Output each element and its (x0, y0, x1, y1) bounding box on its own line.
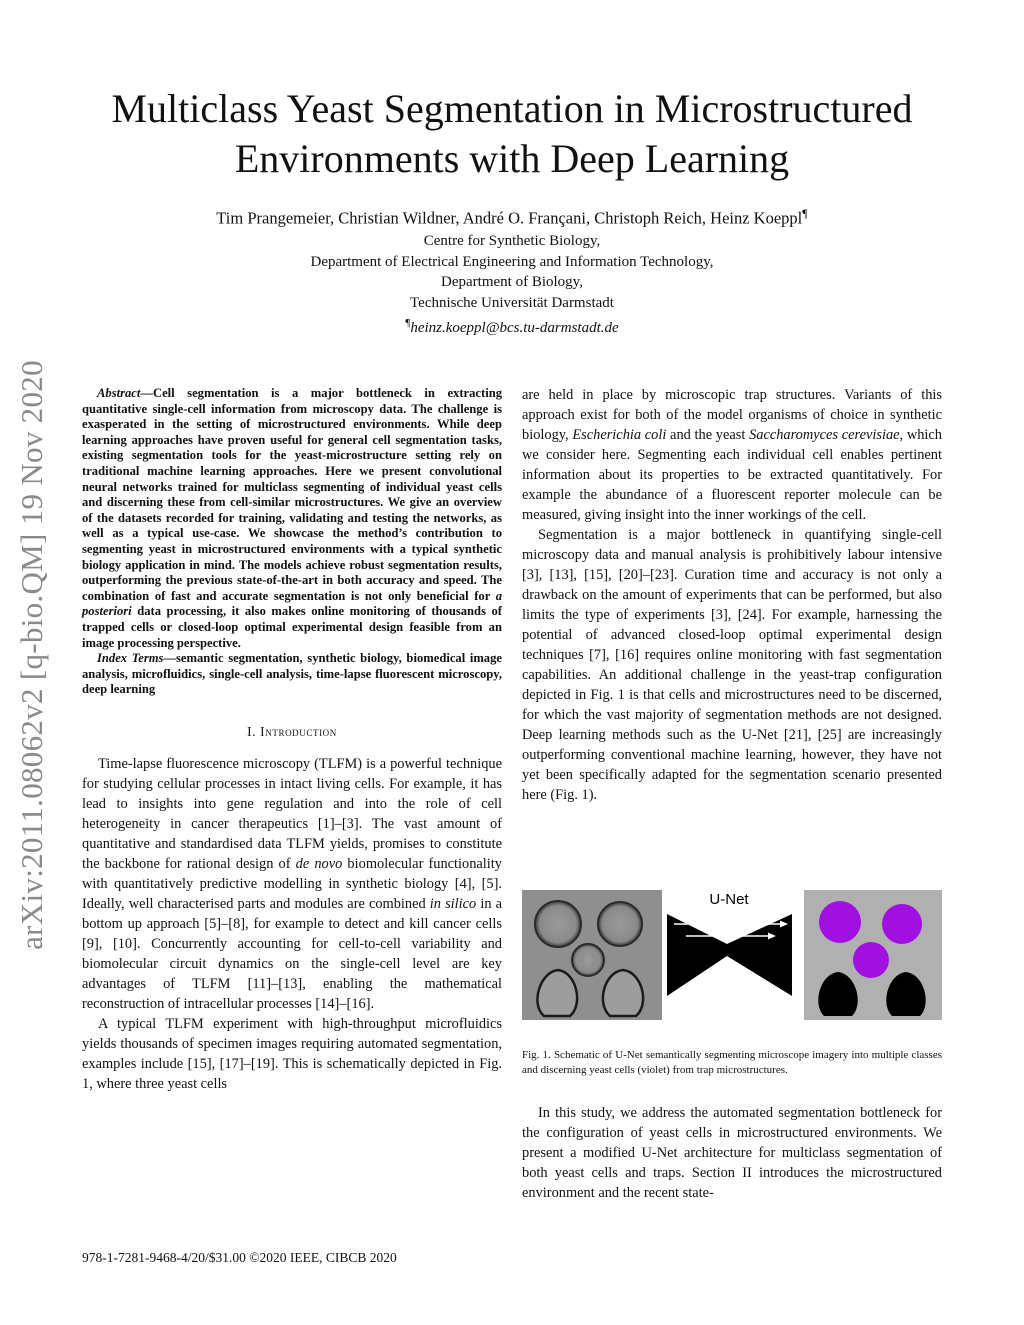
index-terms-label: Index Terms (97, 651, 164, 666)
abstract-dash: — (140, 386, 153, 400)
index-terms (82, 651, 502, 698)
right-column-lower (522, 1103, 942, 1203)
right-p1-text-a: are held in place by microscopic trap structures. Variants of this approach exist for both of the model organisms of choice in synthetic biology, (522, 387, 942, 443)
affiliation-line-4: Technische Universität Darmstadt (410, 294, 614, 311)
affiliation-block (80, 231, 944, 339)
right-paragraph-2: Segmentation is a major bottleneck in quantifying single-cell microscopy data and manual analysis is prohibitively labour intensive [3], [13], [15], [20]–[23]. Curation time and accuracy is not only a drawback on the amount of experiments that can be performed, but also limits the type of experiments [3], [24]. For example, harnessing the potential of advanced closed-loop optimal experimental design techniques [7], [16] requires online monitoring with fast segmentation capabilities. An additional challenge in the yeast-trap configuration depicted in Fig. 1 is that cells and microstructures need to be discerned, for which the vast majority of segmentation methods are not designed. Deep learning methods such as the U-Net [21], [25] are increasingly outperforming conventional machine learning, however, they have not yet been specifically adapted for the segmentation scenario presented here (Fig. 1). (522, 527, 942, 803)
right-column (522, 385, 942, 805)
left-column (82, 386, 502, 1094)
intro-p1-emph-in-silico: in silico (429, 895, 477, 912)
email-text: heinz.koeppl@bcs.tu-darmstadt.de (410, 320, 619, 336)
title-line-1: Multiclass Yeast Segmentation in Microstructured (111, 86, 913, 131)
abstract (82, 386, 502, 651)
microscopy-image (522, 890, 662, 1020)
section-title: Introduction (260, 723, 337, 739)
footer-copyright: 978-1-7281-9468-4/20/$31.00 ©2020 IEEE, CIBCB 2020 (82, 1250, 397, 1265)
section-heading-introduction (82, 724, 502, 740)
unet-diagram (667, 891, 792, 996)
contact-email[interactable] (80, 313, 944, 339)
micro-trap (603, 970, 643, 1016)
figure-unet-schematic (522, 886, 942, 1026)
segmentation-output (804, 890, 942, 1020)
author-list (80, 202, 944, 230)
micro-cell (598, 902, 642, 946)
abstract-label: Abstract (97, 386, 141, 400)
title-line-2: Environments with Deep Learning (234, 136, 790, 181)
intro-paragraph-2: A typical TLFM experiment with high-throughput microfluidics yields thousands of specimen images requiring automated segmentation, examples include [15], [17]–[19]. This is schematically depicted in Fig. 1, where three yeast cells (82, 1015, 502, 1092)
intro-p1-text-a: Time-lapse fluorescence microscopy (TLFM) is a powerful technique for studying cellular processes in intact living cells. For example, it has lead to insights into gene regulation and into the role of cell heterogeneity in cancer therapeutics [1]–[3]. The vast amount of quantitative and standardised data TLFM yields, promises to constitute the backbone for rational design of (82, 755, 502, 872)
intro-p1-text-c: biomolecular functionality with quantitatively predictive modelling in synthetic biology [4], [5]. Ideally, well characterised parts and modules are combined (82, 855, 502, 912)
figure-caption: Fig. 1. Schematic of U-Net semantically segmenting microscope imagery into multiple classes and discerning yeast cells (violet) from trap microstructures. (522, 1049, 942, 1076)
abstract-emphasis: a posteriori (82, 588, 502, 619)
affiliation-line-1: Centre for Synthetic Biology, (423, 233, 601, 249)
unet-label: U-Net (709, 891, 749, 908)
authors-text: Tim Prangemeier, Christian Wildner, André O. Françani, Christoph Reich, Heinz Koeppl (216, 208, 803, 228)
segmented-cell (853, 942, 889, 978)
index-terms-text: semantic segmentation, synthetic biology, biomedical image analysis, microfluidics, single-cell analysis, time-lapse fluorescent microscopy, deep learning (82, 651, 502, 697)
right-paragraph-3: In this study, we address the automated segmentation bottleneck for the configuration of yeast cells in microstructured environments. We present a modified U-Net architecture for multiclass segmentation of both yeast cells and traps. Section II introduces the microstructured environment and the recent state- (522, 1105, 942, 1201)
unet-bottleneck (717, 944, 737, 956)
abstract-text-2: data processing, it also makes online monitoring of thousands of trapped cells or closed-loop optimal experimental design feasible from an image processing perspective. (82, 604, 502, 650)
affiliation-line-2: Department of Electrical Engineering and Information Technology, (310, 253, 714, 270)
section-number: I. (247, 723, 257, 739)
intro-p1-emph-de-novo: de novo (295, 855, 343, 872)
affiliation-line-3: Department of Biology, (441, 274, 583, 290)
right-p1-emph-yeast: Saccharomyces cerevisiae (749, 427, 900, 443)
author-mark: ¶ (802, 206, 808, 220)
right-p1-text-e: , which we consider here. Segmenting each individual cell enables pertinent information about its properties to be extracted quantitatively. For example the abundance of a fluorescent reporter molecule can be measured, giving insight into the inner workings of the cell. (522, 427, 942, 523)
micro-cell (535, 901, 581, 947)
arxiv-identifier-text: arXiv:2011.08062v2 [q-bio.QM] 19 Nov 2020 (14, 360, 50, 950)
abstract-text-1: Cell segmentation is a major bottleneck in extracting quantitative single-cell information from microscopy data. The challenge is exasperated in the setting of microstructured environments. While deep learning approaches have proven useful for general cell segmentation tasks, existing segmentation tools for the yeast-microstructure setting rely on traditional machine learning approaches. Here we present convolutional neural networks trained for multiclass segmenting of individual yeast cells and discerning these from cell-similar microstructures. We give an overview of the datasets recorded for training, validating and testing the networks, as well as a typical use-case. We showcase the method’s contribution to segmenting yeast in microstructured environments with a typical synthetic biology application in mind. The models achieve robust segmentation results, outperforming the previous state-of-the-art in both accuracy and speed. The combination of fast and accurate segmentation is not only beneficial for (82, 386, 502, 603)
paper-title (80, 84, 944, 184)
right-p1-text-c: and the yeast (666, 427, 750, 443)
segmented-cell (819, 901, 861, 943)
index-terms-dash: — (163, 651, 177, 666)
right-p1-emph-ecoli: Escherichia coli (572, 427, 667, 443)
segmented-cell (882, 904, 922, 944)
micro-cell (572, 944, 604, 976)
intro-p1-text-e: in a bottom up approach [5]–[8], for example to detect and kill cancer cells [9], [10]. Concurrently accounting for cell-to-cell variability and biomolecular circuit dynamics on the single-cell level are key advantages of TLFM [11]–[13], enabling the mathematical reconstruction of intracellular processes [14]–[16]. (82, 895, 503, 1012)
right-paragraph-1 (522, 385, 942, 525)
email-mark: ¶ (405, 317, 411, 329)
arxiv-identifier (10, 325, 54, 985)
intro-paragraph-1 (82, 754, 502, 1014)
